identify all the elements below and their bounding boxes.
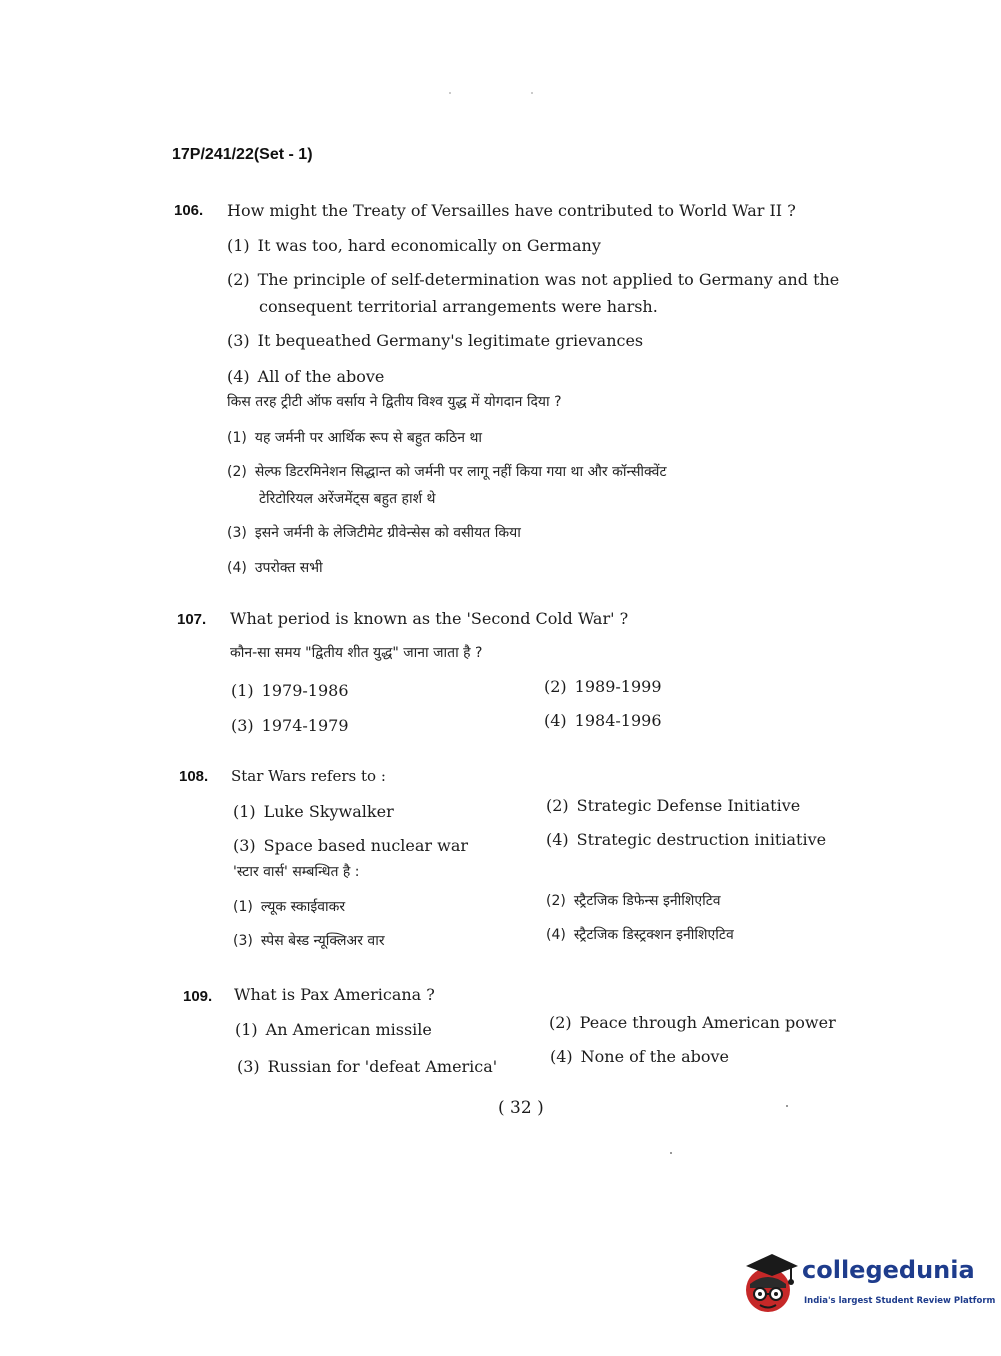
- question-number: 107.: [177, 611, 207, 628]
- option-4: (4) 1984-1996: [544, 711, 662, 730]
- option-2: (2) 1989-1999: [544, 677, 662, 696]
- question-number: 106.: [174, 202, 204, 219]
- option-hi-4: (4) स्ट्रैटजिक डिस्ट्रक्शन इनीशिएटिव: [546, 927, 734, 943]
- option-3: (3) Russian for 'defeat America': [237, 1057, 498, 1076]
- mascot-icon: [742, 1250, 800, 1316]
- logo-tagline: India's largest Student Review Platform: [804, 1296, 996, 1306]
- option-2: (2) Peace through American power: [549, 1013, 836, 1032]
- question-text-en: What period is known as the 'Second Cold War' ?: [230, 609, 629, 628]
- option-hi-3: (3) स्पेस बेस्ड न्यूक्लिअर वार: [233, 933, 385, 949]
- logo-name: collegedunia: [802, 1256, 975, 1284]
- scan-speck: [670, 1152, 672, 1154]
- option-hi-2: (2) स्ट्रैटजिक डिफेन्स इनीशिएटिव: [546, 893, 721, 909]
- option-hi-3: (3) इसने जर्मनी के लेजिटीमेट ग्रीवेन्सेस को वसीयत किया: [227, 525, 521, 541]
- paper-code: 17P/241/22(Set - 1): [172, 146, 313, 163]
- option-en-1: (1) Luke Skywalker: [233, 802, 394, 821]
- option-4: (4) None of the above: [550, 1047, 730, 1066]
- scan-speck: [449, 92, 451, 94]
- option-en-3: (3) It bequeathed Germany's legitimate grievances: [227, 331, 644, 350]
- question-number: 108.: [179, 768, 209, 785]
- question-text-en: How might the Treaty of Versailles have contributed to World War II ?: [227, 201, 796, 220]
- option-3: (3) 1974-1979: [231, 716, 349, 735]
- option-hi-1: (1) ल्यूक स्काईवाकर: [233, 899, 346, 915]
- option-hi-1: (1) यह जर्मनी पर आर्थिक रूप से बहुत कठिन था: [227, 430, 483, 446]
- question-text-hi: कौन-सा समय "द्वितीय शीत युद्ध" जाना जाता है ?: [230, 645, 483, 661]
- option-hi-4: (4) उपरोक्त सभी: [227, 560, 323, 576]
- question-text-en: Star Wars refers to :: [231, 767, 386, 785]
- option-1: (1) 1979-1986: [231, 681, 349, 700]
- option-en-3: (3) Space based nuclear war: [233, 836, 469, 855]
- option-en-4: (4) All of the above: [227, 367, 385, 386]
- option-1: (1) An American missile: [235, 1020, 432, 1039]
- question-text-hi: किस तरह ट्रीटी ऑफ वर्साय ने द्वितीय विश्व युद्ध में योगदान दिया ?: [227, 394, 562, 410]
- question-text-hi: 'स्टार वार्स' सम्बन्धित है :: [233, 864, 360, 880]
- option-en-4: (4) Strategic destruction initiative: [546, 830, 827, 849]
- question-text-en: What is Pax Americana ?: [234, 985, 435, 1004]
- scan-speck: [531, 92, 533, 94]
- option-en-2: (2) The principle of self-determination was not applied to Germany and the: [227, 270, 840, 289]
- question-number: 109.: [183, 988, 213, 1005]
- page-number: ( 32 ): [498, 1098, 544, 1118]
- option-hi-2-cont: टेरिटोरियल अरेंजमेंट्स बहुत हार्श थे: [259, 491, 436, 507]
- option-en-1: (1) It was too, hard economically on Germany: [227, 236, 601, 255]
- scan-speck: [786, 1105, 788, 1107]
- collegedunia-logo: [742, 1250, 996, 1316]
- option-en-2: (2) Strategic Defense Initiative: [546, 796, 801, 815]
- option-en-2-cont: consequent territorial arrangements were harsh.: [259, 297, 658, 316]
- option-hi-2: (2) सेल्फ डिटरमिनेशन सिद्धान्त को जर्मनी पर लागू नहीं किया गया था और कॉन्सीक्वेंट: [227, 464, 667, 480]
